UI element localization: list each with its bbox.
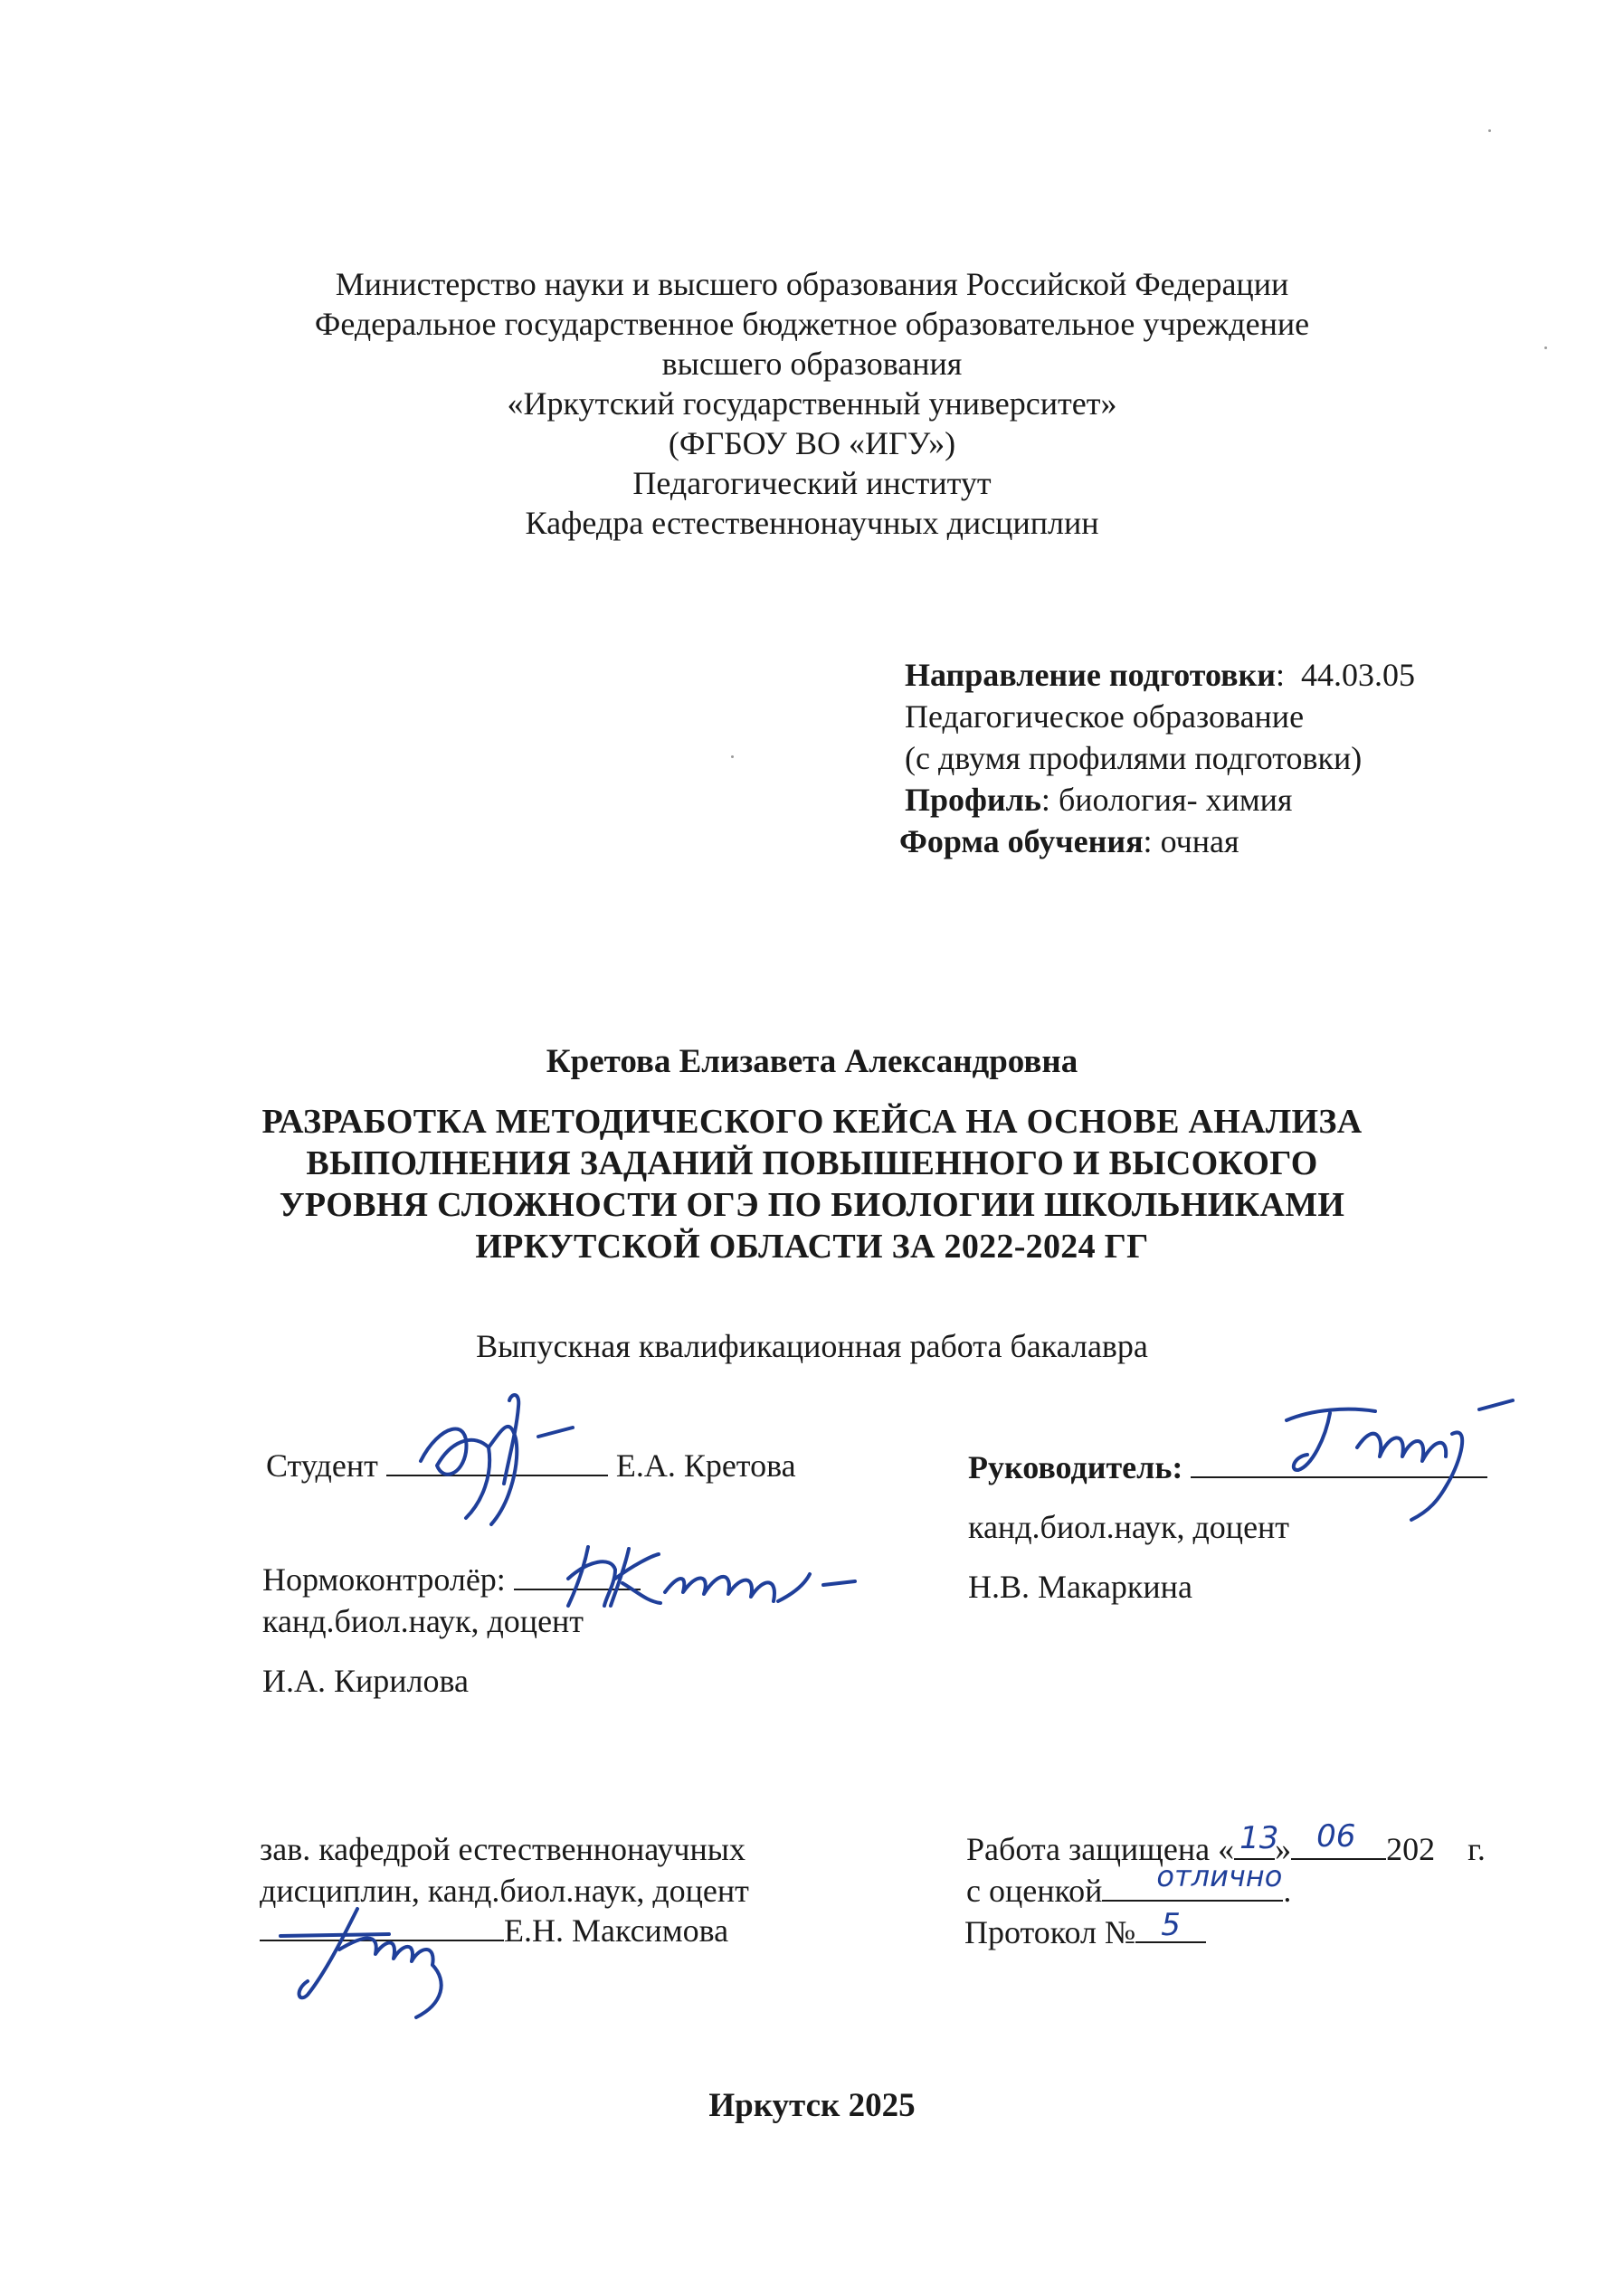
month-underline — [1291, 1818, 1386, 1860]
direction-label: Направление подготовки — [905, 657, 1277, 693]
thesis-title-line-1: РАЗРАБОТКА МЕТОДИЧЕСКОГО КЕЙСА НА ОСНОВЕ АНАЛИЗА — [261, 1103, 1363, 1141]
defense-year: 202 — [1386, 1831, 1436, 1867]
scan-speck — [1544, 346, 1547, 349]
supervisor-signature-icon — [1276, 1384, 1520, 1529]
university-abbr-line: (ФГБОУ ВО «ИГУ») — [668, 425, 956, 461]
head-signature-icon — [271, 1882, 489, 2026]
grade-label: с оценкой — [966, 1873, 1103, 1909]
study-form-value: очная — [1160, 823, 1239, 859]
thesis-title-line-2: ВЫПОЛНЕНИЯ ЗАДАНИЙ ПОВЫШЕННОГО И ВЫСОКОГО — [306, 1144, 1318, 1182]
grade-underline — [1102, 1859, 1283, 1902]
institution-type-line: Федеральное государственное бюджетное образовательное учреждение — [314, 306, 1310, 342]
student-name: Е.А. Кретова — [615, 1447, 796, 1484]
head-name: Е.Н. Максимова — [504, 1912, 729, 1949]
direction-line — [905, 655, 1415, 695]
head-line-1: зав. кафедрой естественнонаучных — [260, 1831, 746, 1867]
scan-speck — [731, 755, 734, 758]
education-level-line: высшего образования — [661, 346, 963, 382]
protocol-line — [964, 1907, 1206, 1952]
head-line-2: дисциплин, канд.биол.наук, доцент — [260, 1873, 749, 1909]
direction-name-line: Педагогическое образование — [905, 698, 1305, 735]
thesis-title-line-4: ИРКУТСКОЙ ОБЛАСТИ ЗА 2022-2024 ГГ — [475, 1228, 1149, 1266]
normcontrol-name: И.А. Кирилова — [262, 1663, 470, 1699]
study-form-label: Форма обучения — [899, 823, 1144, 859]
grade-line — [966, 1859, 1292, 1911]
author-name: Кретова Елизавета Александровна — [546, 1043, 1078, 1080]
study-form-line — [899, 821, 1239, 861]
supervisor-label: Руководитель: — [968, 1449, 1183, 1485]
defense-month: 06 — [1316, 1818, 1356, 1855]
city-year: Иркутск 2025 — [708, 2087, 916, 2124]
work-type: Выпускная квалификационная работа бакалавра — [476, 1328, 1148, 1364]
direction-code: 44.03.05 — [1301, 657, 1416, 693]
year-gap — [1435, 1831, 1467, 1867]
institute-line: Педагогический институт — [632, 465, 992, 501]
grade-value: отлично — [1156, 1859, 1283, 1893]
thesis-title-line-3: УРОВНЯ СЛОЖНОСТИ ОГЭ ПО БИОЛОГИИ ШКОЛЬНИКАМИ — [279, 1186, 1345, 1224]
protocol-number: 5 — [1161, 1907, 1181, 1943]
supervisor-degree: канд.биол.наук, доцент — [968, 1509, 1290, 1545]
normcontrol-label: Нормоконтролёр: — [262, 1561, 506, 1598]
defense-day: 13 — [1239, 1820, 1279, 1856]
colon: : — [1040, 782, 1059, 818]
direction-note-line: (с двумя профилями подготовки) — [905, 740, 1363, 776]
student-label: Студент — [266, 1447, 378, 1484]
defense-mid: » — [1275, 1831, 1292, 1867]
colon: : — [1143, 823, 1161, 859]
defense-year-suffix: г. — [1467, 1831, 1486, 1867]
profile-value: биология- химия — [1058, 782, 1293, 818]
normcontrol-degree: канд.биол.наук, доцент — [262, 1603, 584, 1639]
profile-line — [905, 780, 1292, 820]
student-signature-icon — [403, 1375, 593, 1529]
supervisor-name: Н.В. Макаркина — [968, 1569, 1192, 1605]
profile-label: Профиль — [905, 782, 1041, 818]
protocol-label: Протокол № — [964, 1914, 1136, 1950]
grade-dot: . — [1283, 1873, 1292, 1909]
protocol-underline — [1135, 1907, 1206, 1943]
ministry-line: Министерство науки и высшего образования Российской Федерации — [335, 266, 1289, 302]
normcontrol-signature-icon — [552, 1529, 859, 1619]
defended-label: Работа защищена « — [966, 1831, 1235, 1867]
university-name-line: «Иркутский государственный университет» — [507, 385, 1117, 422]
scan-speck — [1488, 129, 1491, 132]
department-line: Кафедра естественнонаучных дисциплин — [525, 505, 1099, 541]
colon: : — [1276, 657, 1302, 693]
